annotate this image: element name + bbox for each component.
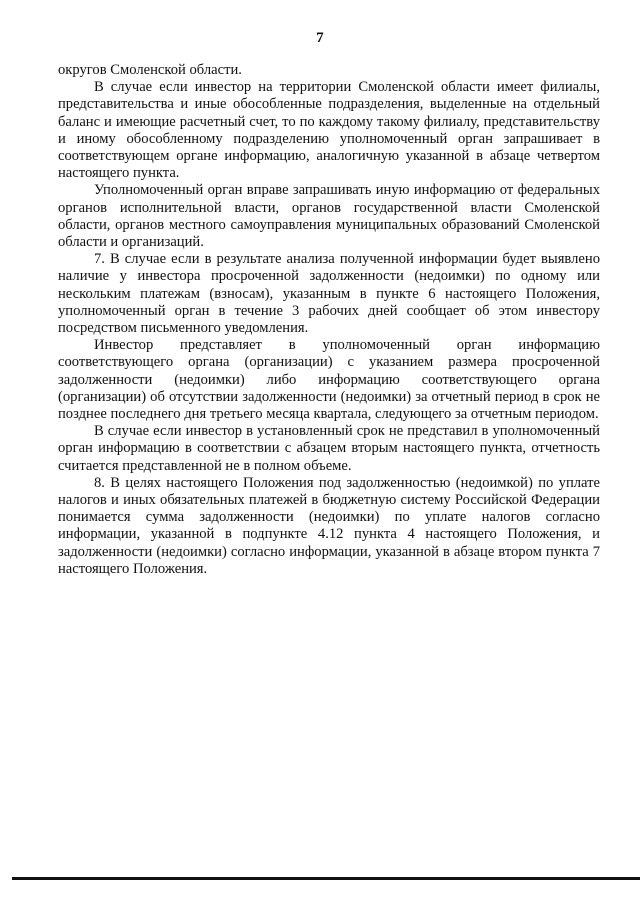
paragraph-request-info: Уполномоченный орган вправе запрашивать иную информацию от федеральных органов исполнительной власти, органов государственной власти Смоленской области, органов местного самоуправления муниципальных образований Смоленской области и организаций. [58, 182, 600, 251]
paragraph-item-7: 7. В случае если в результате анализа полученной информации будет выявлено наличие у инвестора просроченной задолженности (недоимки) по одному или нескольким платежам (взносам), указанным в пункте 6 настоящего Положения, уполномоченный орган в течение 3 рабочих дней сообщает об этом инвестору посредством письменного уведомления. [58, 251, 600, 337]
paragraph-not-submitted: В случае если инвестор в установленный срок не представил в уполномоченный орган информацию в соответствии с абзацем вторым настоящего пункта, отчетность считается представленной не в полном объеме. [58, 423, 600, 474]
bottom-divider [12, 877, 640, 880]
document-body [58, 62, 600, 578]
page-number: 7 [316, 30, 324, 46]
paragraph-item-8: 8. В целях настоящего Положения под задолженностью (недоимкой) по уплате налогов и иных обязательных платежей в бюджетную систему Российской Федерации понимается сумма задолженности (недоимки) по уплате налогов согласно информации, указанной в подпункте 4.12 пункта 4 настоящего Положения, и задолженности (недоимки) согласно информации, указанной в абзаце втором пункта 7 настоящего Положения. [58, 474, 600, 577]
paragraph-branches: В случае если инвестор на территории Смоленской области имеет филиалы, представительства и иные обособленные подразделения, выделенные на отдельный баланс и имеющие расчетный счет, то по каждому такому филиалу, представительству и иному обособленному подразделению уполномоченный орган запрашивает в соответствующем органе информацию, аналогичную указанной в абзаце четвертом настоящего пункта. [58, 79, 600, 182]
paragraph-investor-submits: Инвестор представляет в уполномоченный орган информацию соответствующего органа (организации) с указанием размера просроченной задолженности (недоимки) либо информацию соответствующего органа (организации) об отсутствии задолженности (недоимки) за отчетный период в срок не позднее последнего дня третьего месяца квартала, следующего за отчетным периодом. [58, 337, 600, 423]
paragraph-continuation: округов Смоленской области. [58, 62, 242, 78]
